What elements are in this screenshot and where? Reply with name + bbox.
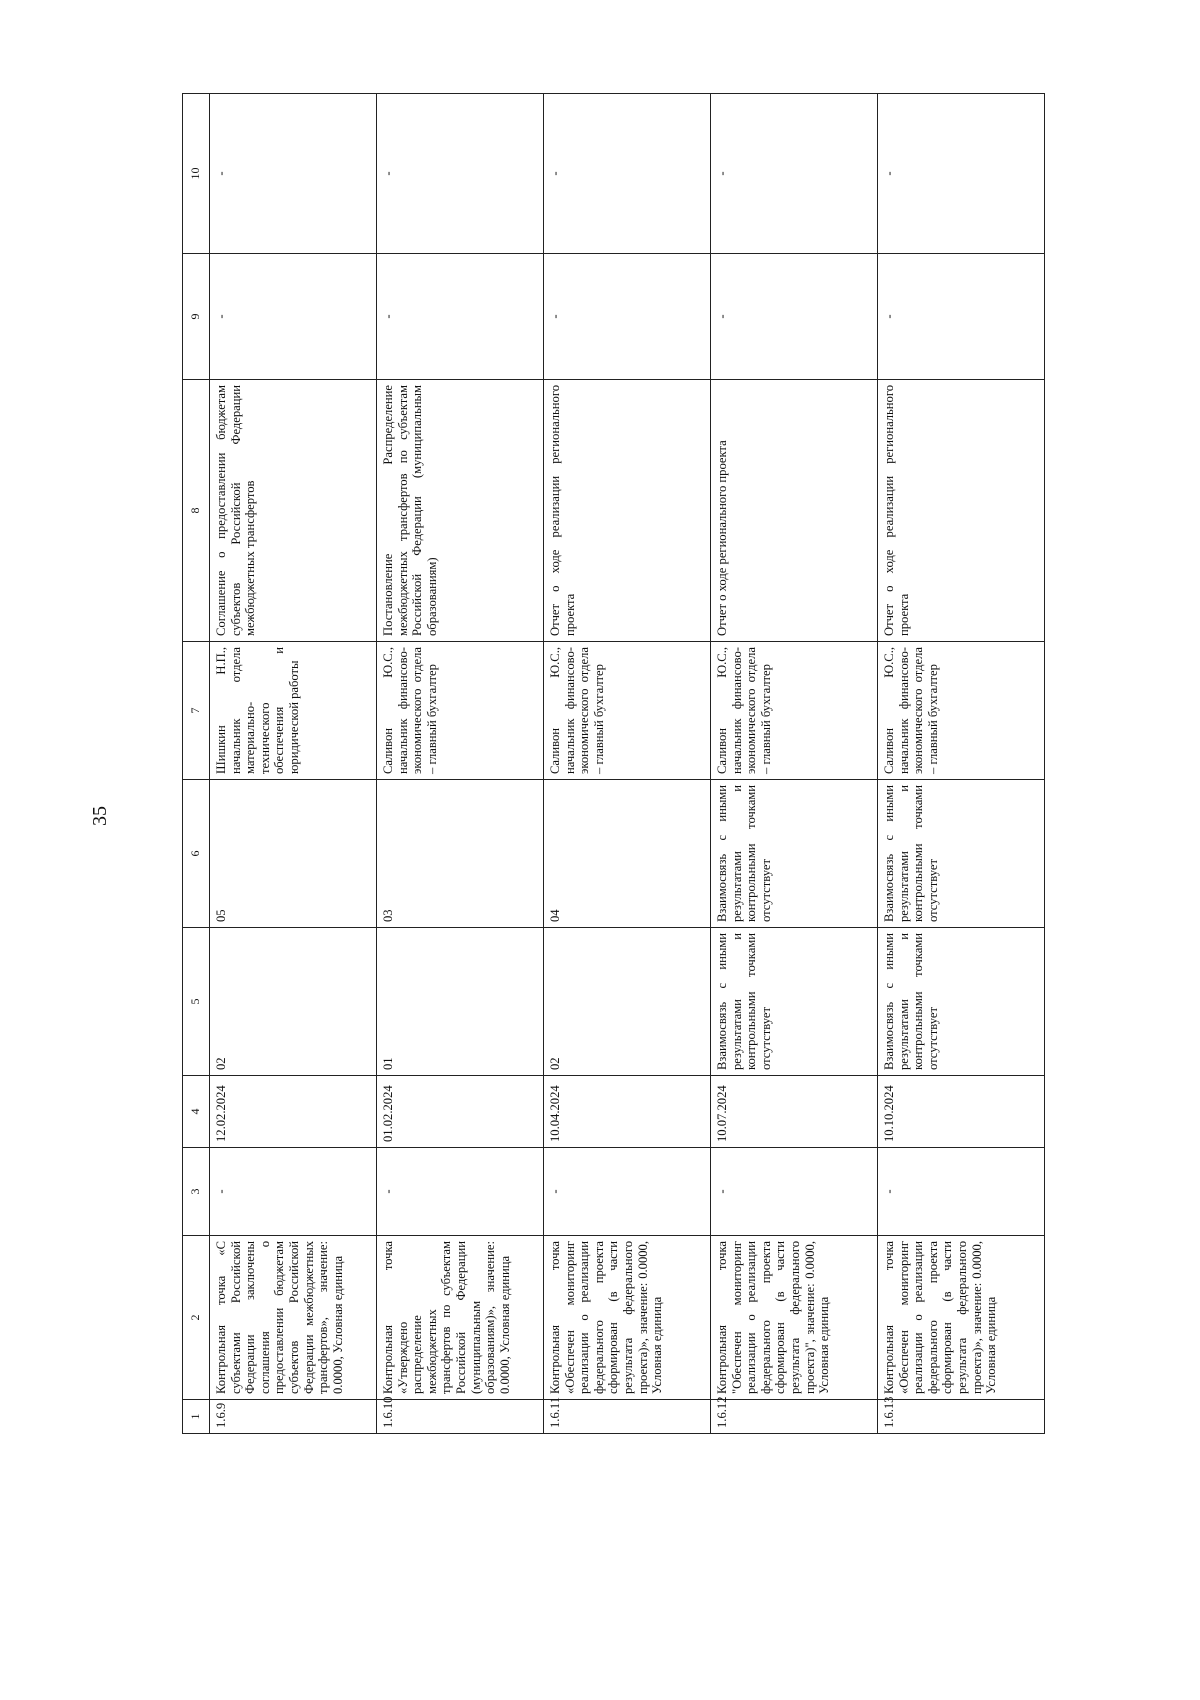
completion-date: 01.02.2024 [377, 1076, 544, 1148]
cell-col9: - [711, 254, 878, 380]
control-point-name: Контрольная точка «Утверждено распределение межбюджетных трансфертов по субъектам Российской Федерации (муниципальным образованиям)», значение: 0.0000, Условная единица [377, 1236, 544, 1400]
responsible-person: Саливон Ю.С., начальник финансово-экономического отдела – главный бухгалтер [377, 642, 544, 780]
table-row [210, 94, 377, 1434]
row-number: 1.6.12 [711, 1400, 878, 1434]
cell-col6: 03 [377, 780, 544, 928]
column-header: 2 [183, 1236, 210, 1400]
cell-col10: - [878, 94, 1045, 254]
page-number: 35 [88, 806, 111, 826]
table-row [377, 94, 544, 1434]
cell-col5: 02 [544, 928, 711, 1076]
cell-col9: - [377, 254, 544, 380]
cell-col9: - [878, 254, 1045, 380]
cell-col9: - [210, 254, 377, 380]
cell-col3: - [544, 1148, 711, 1236]
document-type: Отчет о ходе регионального проекта [711, 380, 878, 642]
document-type: Отчет о ходе реализации регионального проекта [878, 380, 1045, 642]
responsible-person: Саливон Ю.С., начальник финансово-экономического отдела – главный бухгалтер [544, 642, 711, 780]
document-type: Постановление Распределение межбюджетных трансфертов по субъектам Российской Федерации (муниципальным образованиям) [377, 380, 544, 642]
cell-col5: Взаимосвязь с иными результатами и контрольными точками отсутствует [711, 928, 878, 1076]
row-number: 1.6.13 [878, 1400, 1045, 1434]
column-header: 6 [183, 780, 210, 928]
column-header: 4 [183, 1076, 210, 1148]
document-type: Отчет о ходе реализации регионального проекта [544, 380, 711, 642]
cell-col5: Взаимосвязь с иными результатами и контрольными точками отсутствует [878, 928, 1045, 1076]
control-point-name: Контрольная точка "Обеспечен мониторинг реализации о реализации федерального проекта сформирован (в части результата федерального проекта)", значение: 0.0000, Условная единица [711, 1236, 878, 1400]
cell-col3: - [377, 1148, 544, 1236]
control-point-name: Контрольная точка «Обеспечен мониторинг реализации о реализации федерального проекта сформирован (в части результата федерального проекта)», значение: 0.0000, Условная единица [544, 1236, 711, 1400]
column-header: 9 [183, 254, 210, 380]
cell-col10: - [544, 94, 711, 254]
column-header: 3 [183, 1148, 210, 1236]
row-number: 1.6.11 [544, 1400, 711, 1434]
control-point-name: Контрольная точка «Обеспечен мониторинг реализации о реализации федерального проекта сформирован (в части результата федерального проекта)», значение: 0.0000, Условная единица [878, 1236, 1045, 1400]
responsible-person: Саливон Ю.С., начальник финансово-экономического отдела – главный бухгалтер [878, 642, 1045, 780]
cell-col6: Взаимосвязь с иными результатами и контрольными точками отсутствует [878, 780, 1045, 928]
cell-col10: - [210, 94, 377, 254]
column-header: 5 [183, 928, 210, 1076]
cell-col5: 01 [377, 928, 544, 1076]
cell-col6: 05 [210, 780, 377, 928]
cell-col3: - [210, 1148, 377, 1236]
cell-col10: - [711, 94, 878, 254]
row-number: 1.6.10 [377, 1400, 544, 1434]
cell-col9: - [544, 254, 711, 380]
cell-col6: 04 [544, 780, 711, 928]
cell-col6: Взаимосвязь с иными результатами и контрольными точками отсутствует [711, 780, 878, 928]
cell-col3: - [878, 1148, 1045, 1236]
control-points-table [182, 93, 1045, 1434]
completion-date: 10.10.2024 [878, 1076, 1045, 1148]
column-header: 10 [183, 94, 210, 254]
table-row [711, 94, 878, 1434]
cell-col5: 02 [210, 928, 377, 1076]
completion-date: 12.02.2024 [210, 1076, 377, 1148]
completion-date: 10.04.2024 [544, 1076, 711, 1148]
cell-col10: - [377, 94, 544, 254]
column-header: 1 [183, 1400, 210, 1434]
column-header: 8 [183, 380, 210, 642]
row-number: 1.6.9 [210, 1400, 377, 1434]
document-type: Соглашение о предоставлении бюджетам субъектов Российской Федерации межбюджетных трансфертов [210, 380, 377, 642]
table-row [878, 94, 1045, 1434]
cell-col3: - [711, 1148, 878, 1236]
responsible-person: Саливон Ю.С., начальник финансово-экономического отдела – главный бухгалтер [711, 642, 878, 780]
column-header: 7 [183, 642, 210, 780]
table-header-row [183, 94, 210, 1434]
control-point-name: Контрольная точка «С субъектами Российской Федерации заключены соглашения о предоставлении бюджетам субъектов Российской Федерации межбюджетных трансфертов», значение: 0.0000, Условная единица [210, 1236, 377, 1400]
table-row [544, 94, 711, 1434]
completion-date: 10.07.2024 [711, 1076, 878, 1148]
responsible-person: Шишкин Н.П., начальник отдела материально-технического обеспечения и юридической работы [210, 642, 377, 780]
rotated-table-sheet [182, 94, 1042, 1434]
